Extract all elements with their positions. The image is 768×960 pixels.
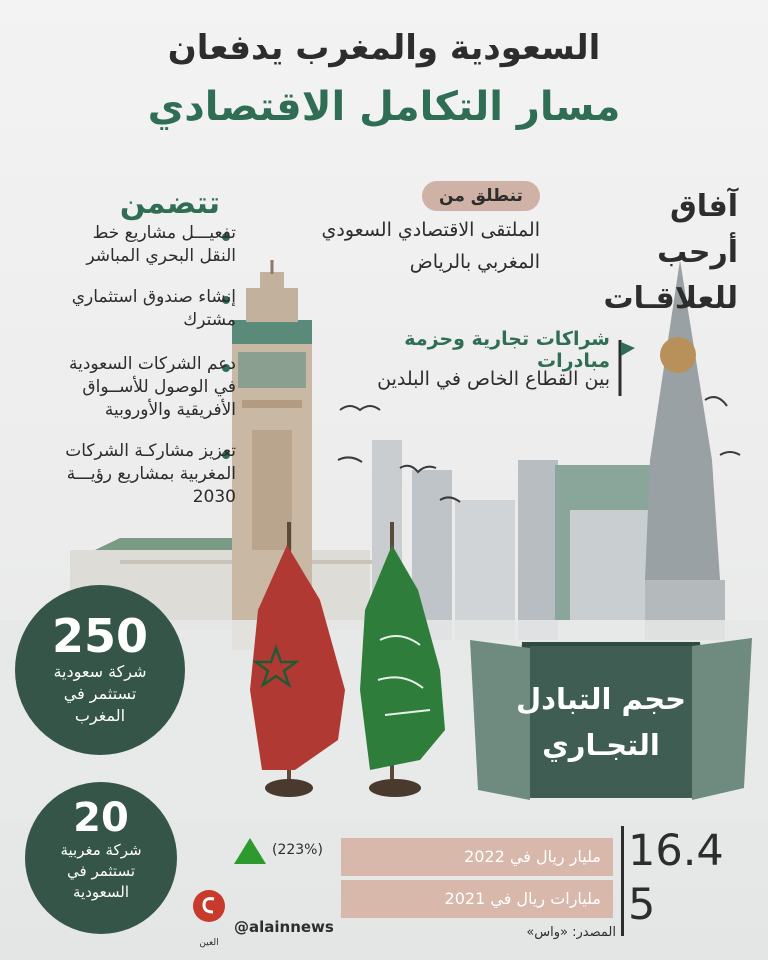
alain-logo-icon bbox=[190, 889, 228, 939]
up-triangle-icon bbox=[232, 836, 268, 866]
moroccan-companies-line-3: السعودية bbox=[72, 883, 129, 901]
moroccan-companies-stat bbox=[25, 782, 177, 934]
includes-item-line: في الوصول للأســواق bbox=[82, 377, 236, 397]
moroccan-companies-line-1: شركة مغربية bbox=[60, 841, 142, 859]
horizon-heading bbox=[588, 184, 738, 322]
trade-2022-label: مليار ريال في 2022 bbox=[341, 838, 613, 876]
includes-item-line: النقل البحري المباشر bbox=[86, 246, 236, 266]
title-line-1: السعودية والمغرب يدفعان bbox=[167, 28, 601, 68]
includes-item-line: تعزيز مشاركـة الشركات bbox=[65, 441, 236, 461]
saudi-companies-line-1: شركة سعودية bbox=[53, 662, 147, 681]
saudi-companies-stat bbox=[15, 585, 185, 755]
moroccan-companies-number: 20 bbox=[73, 795, 129, 841]
trade-2021-label: مليارات ريال في 2021 bbox=[341, 880, 613, 918]
moroccan-companies-line-2: تستثمر في bbox=[67, 862, 135, 880]
includes-item-4 bbox=[18, 440, 236, 509]
launch-line-2: المغربي بالرياض bbox=[409, 251, 540, 273]
horizon-line-2: للعلاقـات bbox=[603, 281, 738, 316]
includes-item-1 bbox=[18, 222, 236, 268]
includes-item-line: الأفريقية والأوروبية bbox=[104, 400, 236, 420]
partnerships-title: شراكات تجارية وحزمة مبادرات bbox=[404, 328, 610, 372]
horizon-line-1: آفاق أرحب bbox=[657, 189, 738, 270]
launch-pill: تنطلق من bbox=[422, 181, 540, 211]
launch-text bbox=[248, 214, 540, 278]
includes-title: تتضمن bbox=[119, 186, 220, 221]
social-handle: @alainnews bbox=[234, 918, 334, 936]
includes-item-line: مشترك bbox=[183, 310, 236, 330]
trade-volume-line-2: التجـاري bbox=[542, 728, 660, 762]
trade-volume-heading bbox=[496, 676, 706, 768]
saudi-companies-line-3: المغرب bbox=[74, 706, 126, 725]
divider-line bbox=[621, 826, 624, 936]
launch-line-1: الملتقى الاقتصادي السعودي bbox=[321, 219, 540, 241]
includes-item-line: المغربية بمشاريع رؤيـــة bbox=[66, 464, 236, 484]
includes-item-line: 2030 bbox=[192, 487, 236, 507]
saudi-companies-line-2: تستثمر في bbox=[63, 684, 137, 703]
includes-item-line: دعم الشركات السعودية bbox=[68, 354, 236, 374]
growth-percentage: (223%) bbox=[272, 842, 323, 858]
logo-caption: العين bbox=[199, 938, 219, 948]
includes-item-line: إنشاء صندوق استثماري bbox=[71, 287, 236, 307]
includes-item-line: تفعيـــل مشاريع خط bbox=[92, 223, 236, 243]
title-line-2: مسار التكامل الاقتصادي bbox=[147, 84, 621, 130]
saudi-companies-number: 250 bbox=[51, 609, 149, 663]
partnerships-text: بين القطاع الخاص في البلدين bbox=[377, 368, 610, 390]
trade-volume-line-1: حجم التبادل bbox=[515, 682, 687, 716]
includes-item-3 bbox=[18, 353, 236, 422]
source-note: المصدر: «واس» bbox=[526, 925, 616, 940]
pennant-icon bbox=[616, 338, 636, 398]
trade-2021-value: 5 bbox=[628, 880, 656, 930]
includes-item-2 bbox=[18, 286, 236, 332]
trade-2022-value: 16.4 bbox=[628, 826, 724, 876]
